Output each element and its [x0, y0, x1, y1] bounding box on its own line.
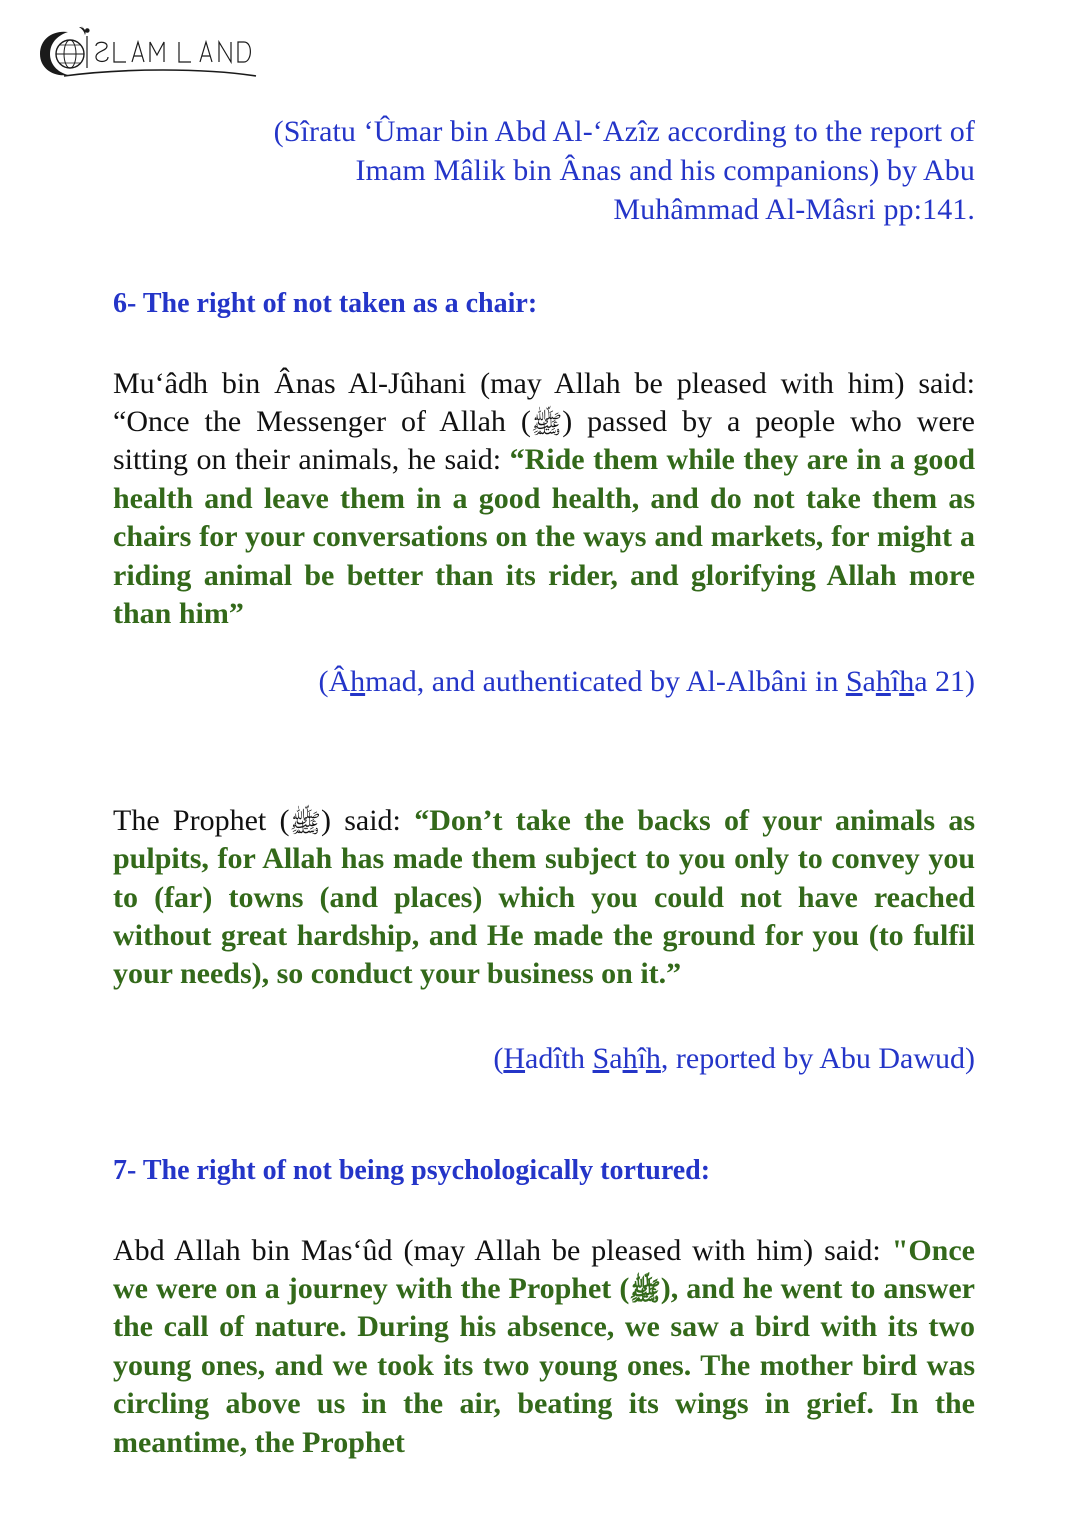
attribution-underlined-h: H: [503, 1041, 526, 1075]
section-7-quote-part-2: ), and he went to answer the call of nature. During his absence, we saw a bird with its two young ones, and we took its two young ones. The mother bird was circling above us in the air, beating its wings in grief. In the meantime, the Prophet: [113, 1272, 975, 1459]
attribution-prefix: (Â: [318, 665, 351, 699]
attribution-suffix: , reported by Abu Dawud): [660, 1041, 975, 1075]
attribution-mid-3: î: [637, 1041, 646, 1075]
section-6: [113, 287, 975, 702]
section-7-heading: 7- The right of not being psychologically tortured:: [113, 1155, 711, 1187]
sallallahu-alayhi-wasallam-icon: ﷺ: [629, 1277, 661, 1308]
attribution-mid-3: î: [890, 665, 900, 699]
attribution-underlined-s: S: [845, 665, 863, 699]
section-6-attribution: [113, 663, 975, 701]
second-hadith-narration: [113, 802, 975, 994]
narration-intro-part-2: ) passed by a people who were sitting on their animals, he said:: [113, 404, 976, 477]
source-reference-line-1: (Sîratu ʻÛmar bin Abd Al-ʻAzîz according to the report of: [273, 115, 975, 148]
section-7-narration: [113, 1232, 975, 1462]
section-7: [113, 1154, 975, 1462]
attribution-underlined-h3: h: [645, 1041, 661, 1075]
second-narration-intro-part-2: ) said:: [320, 803, 415, 837]
attribution-underlined-h: h: [350, 665, 366, 699]
attribution-underlined-s: S: [592, 1041, 610, 1075]
attribution-mid-2: a: [862, 665, 876, 699]
section-6-heading: 6- The right of not taken as a chair:: [113, 288, 538, 319]
attribution-underlined-h2: h: [622, 1041, 638, 1075]
attribution-middle: adîth: [525, 1041, 593, 1075]
attribution-middle: mad, and authenticated by Al-Albâni in: [365, 665, 846, 699]
hadith-quote-text: “Ride them while they are in a good health and leave them in a good health, and do not take them as chairs for your conversations on the ways and markets, for might a riding animal be better than its rider, and glorifying Allah more than him”: [113, 443, 975, 630]
source-reference-line-3: Muhâmmad Al-Mâsri pp:141.: [613, 193, 975, 226]
document-page: [113, 0, 975, 1492]
section-6-second-hadith: [113, 802, 975, 1078]
attribution-underlined-h2: h: [875, 665, 891, 699]
source-reference: [113, 112, 975, 229]
section-7-quote-part-1: "Once we were on a journey with the Prophet (: [113, 1233, 975, 1306]
attribution-mid-2: a: [609, 1041, 623, 1075]
crescent-globe-icon: [40, 26, 86, 75]
attribution-prefix: (: [493, 1041, 504, 1075]
section-7-intro: Abd Allah bin Masʻûd (may Allah be pleased with him) said:: [113, 1233, 892, 1267]
sallallahu-alayhi-wasallam-icon: ﷺ: [289, 808, 321, 839]
second-hadith-quote-text: “Don’t take the backs of your animals as pulpits, for Allah has made them subject to you only to convey you to (far) towns (and places) which you could not have reached without great hardship, and He made the ground for you (to fulfil your needs), so conduct your business on it.”: [113, 803, 975, 991]
section-6-narration: [113, 365, 975, 634]
attribution-suffix: a 21): [914, 665, 975, 699]
narration-intro-part-1: Muʻâdh bin Ânas Al-Jûhani (may Allah be pleased with him) said: “Once the Messenger of Allah (: [113, 366, 975, 438]
source-reference-line-2: Imam Mâlik bin Ânas and his companions) by Abu: [355, 154, 975, 187]
attribution-underlined-h3: h: [899, 665, 915, 699]
second-narration-intro-part-1: The Prophet (: [113, 803, 290, 837]
sallallahu-alayhi-wasallam-icon: ﷺ: [530, 409, 563, 440]
second-hadith-attribution: [113, 1040, 975, 1078]
